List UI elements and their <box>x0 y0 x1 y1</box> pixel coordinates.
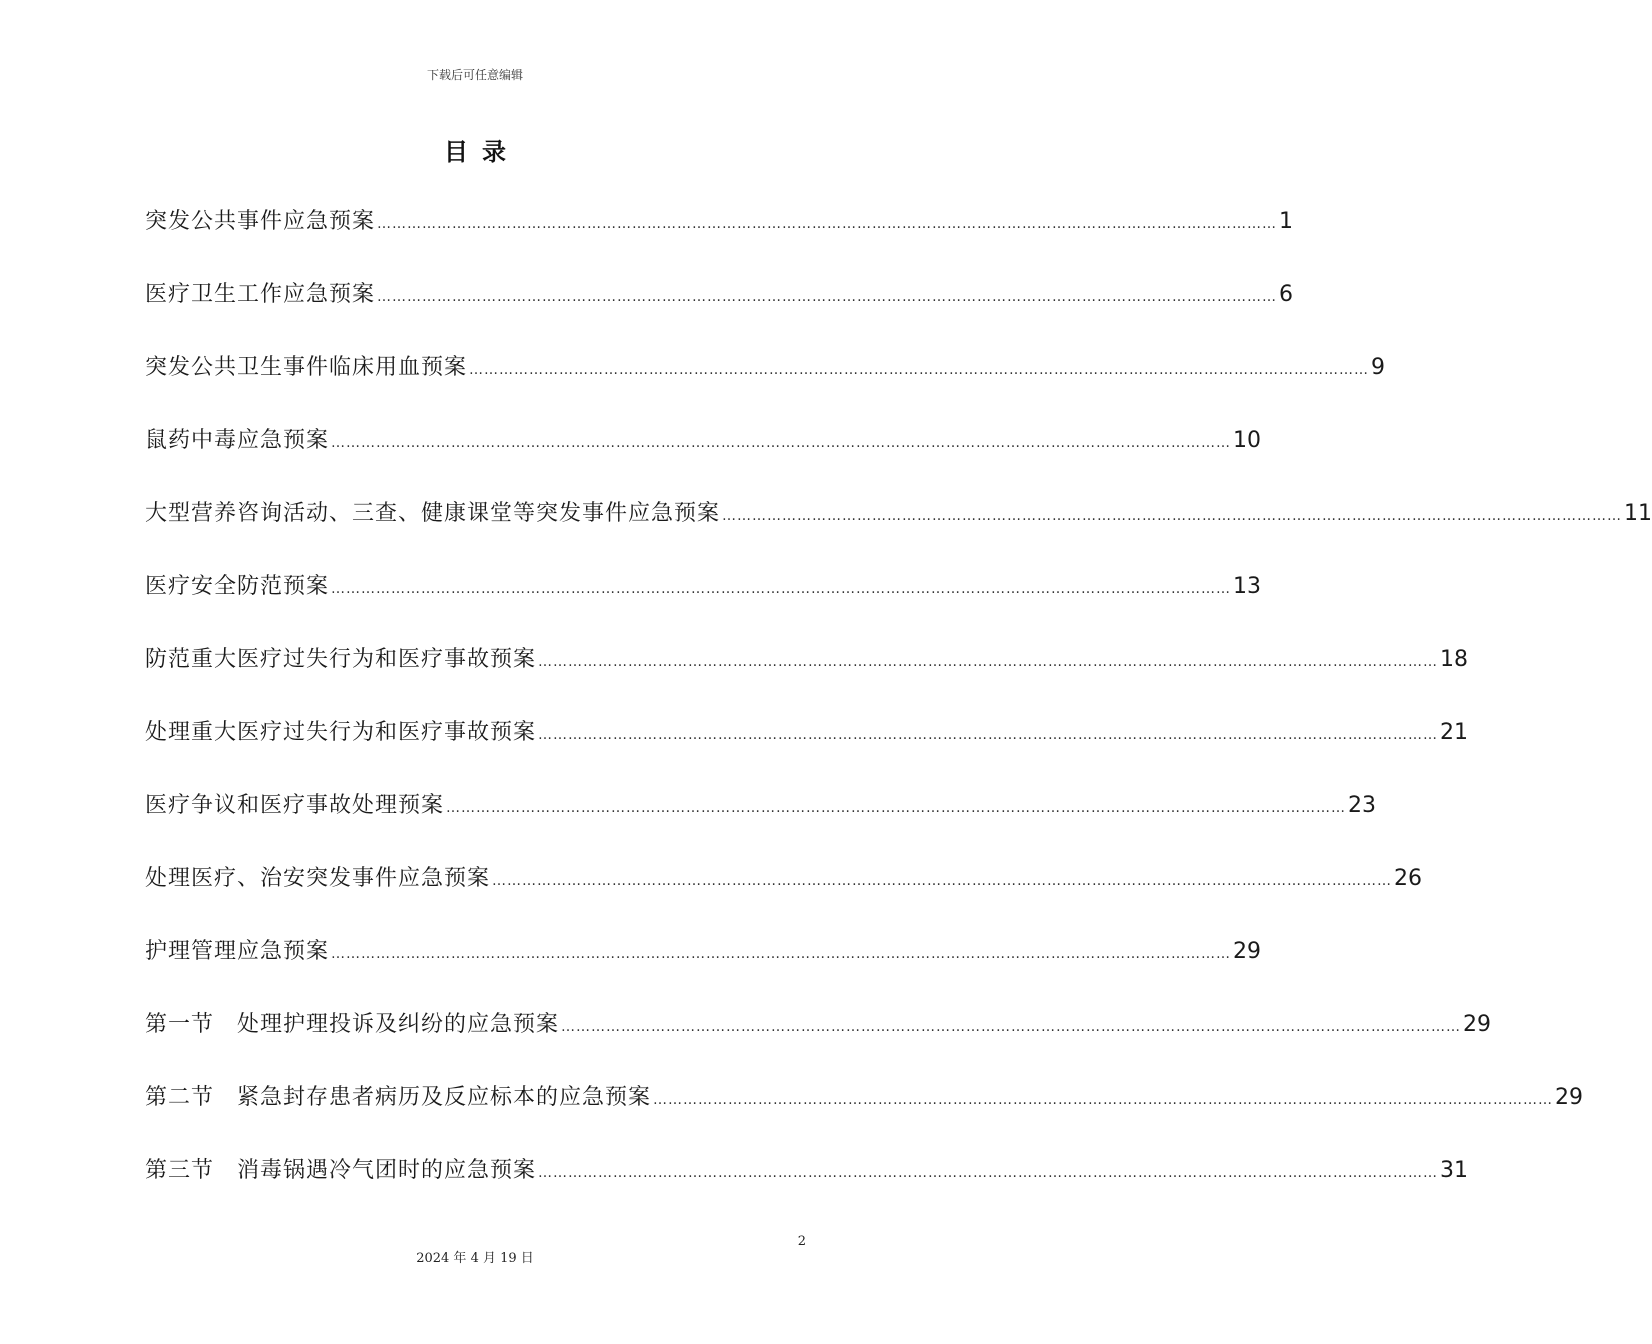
toc-entry-label: 医疗安全防范预案 <box>145 574 330 599</box>
toc-entry-page: 6 <box>1279 282 1294 307</box>
toc-entry[interactable] <box>145 569 1262 642</box>
toc-entry-label: 鼠药中毒应急预案 <box>145 428 330 453</box>
toc-entry-page: 9 <box>1371 355 1386 380</box>
toc-dot-leader: ……………………………………………………………………………………………………………………………………………………………… <box>722 508 1623 524</box>
header-note: 下载后可任意编辑 <box>426 68 523 82</box>
footer-date: 2024 年 4 月 19 日 <box>416 1251 534 1266</box>
toc-entry-label: 突发公共事件应急预案 <box>145 209 376 234</box>
toc-dot-leader: ……………………………………………………………………………………………………………………………………………………………… <box>538 654 1439 670</box>
toc-entry-page: 11 <box>1624 501 1652 526</box>
toc-dot-leader: ……………………………………………………………………………………………………………………………………………………………… <box>377 289 1278 305</box>
toc-entry[interactable] <box>145 423 1262 496</box>
toc-entry-label: 医疗卫生工作应急预案 <box>145 282 376 307</box>
toc-entry[interactable] <box>145 277 1294 350</box>
toc-entry[interactable] <box>145 1080 1584 1153</box>
toc-entry-label: 医疗争议和医疗事故处理预案 <box>145 793 445 818</box>
toc-entry-label: 护理管理应急预案 <box>145 939 330 964</box>
toc-entry[interactable] <box>145 861 1423 934</box>
toc-entry[interactable] <box>145 934 1262 1007</box>
toc-entry-label: 处理医疗、治安突发事件应急预案 <box>145 866 491 891</box>
toc-entry[interactable] <box>145 788 1377 861</box>
toc-dot-leader: ……………………………………………………………………………………………………………………………………………………………… <box>561 1019 1462 1035</box>
toc-entry[interactable] <box>145 204 1294 277</box>
toc-entry-page: 18 <box>1440 647 1469 672</box>
toc-title: 目录 <box>444 138 520 166</box>
toc-entry-page: 29 <box>1463 1012 1492 1037</box>
toc-entry[interactable] <box>145 350 1386 423</box>
toc-dot-leader: ……………………………………………………………………………………………………………………………………………………………… <box>538 727 1439 743</box>
toc-entry-label: 第三节 消毒锅遇冷气团时的应急预案 <box>145 1158 537 1183</box>
toc-entry[interactable] <box>145 642 1469 715</box>
toc-dot-leader: ……………………………………………………………………………………………………………………………………………………………… <box>469 362 1370 378</box>
toc-entry-page: 26 <box>1394 866 1423 891</box>
toc-entry[interactable] <box>145 715 1469 788</box>
toc-entry-page: 29 <box>1233 939 1262 964</box>
toc-entry-page: 23 <box>1348 793 1377 818</box>
toc-entry-page: 29 <box>1555 1085 1584 1110</box>
toc-entry[interactable] <box>145 496 1652 569</box>
toc-dot-leader: ……………………………………………………………………………………………………………………………………………………………… <box>331 581 1232 597</box>
toc-dot-leader: ……………………………………………………………………………………………………………………………………………………………… <box>653 1092 1554 1108</box>
toc-entry-page: 31 <box>1440 1158 1469 1183</box>
toc-entry-label: 第一节 处理护理投诉及纠纷的应急预案 <box>145 1012 560 1037</box>
toc-entry-label: 第二节 紧急封存患者病历及反应标本的应急预案 <box>145 1085 652 1110</box>
toc-entry-label: 防范重大医疗过失行为和医疗事故预案 <box>145 647 537 672</box>
toc-entry[interactable] <box>145 1007 1492 1080</box>
toc-dot-leader: ……………………………………………………………………………………………………………………………………………………………… <box>538 1165 1439 1181</box>
toc-entry[interactable] <box>145 1153 1469 1226</box>
toc-entry-label: 突发公共卫生事件临床用血预案 <box>145 355 468 380</box>
toc-entry-page: 13 <box>1233 574 1262 599</box>
toc-dot-leader: ……………………………………………………………………………………………………………………………………………………………… <box>492 873 1393 889</box>
toc-list <box>145 204 1652 1226</box>
toc-dot-leader: ……………………………………………………………………………………………………………………………………………………………… <box>446 800 1347 816</box>
toc-dot-leader: ……………………………………………………………………………………………………………………………………………………………… <box>331 946 1232 962</box>
page-number: 2 <box>797 1234 806 1249</box>
toc-entry-page: 1 <box>1279 209 1294 234</box>
toc-entry-page: 10 <box>1233 428 1262 453</box>
toc-entry-label: 大型营养咨询活动、三查、健康课堂等突发事件应急预案 <box>145 501 721 526</box>
toc-entry-page: 21 <box>1440 720 1469 745</box>
toc-dot-leader: ……………………………………………………………………………………………………………………………………………………………… <box>331 435 1232 451</box>
toc-dot-leader: ……………………………………………………………………………………………………………………………………………………………… <box>377 216 1278 232</box>
toc-entry-label: 处理重大医疗过失行为和医疗事故预案 <box>145 720 537 745</box>
